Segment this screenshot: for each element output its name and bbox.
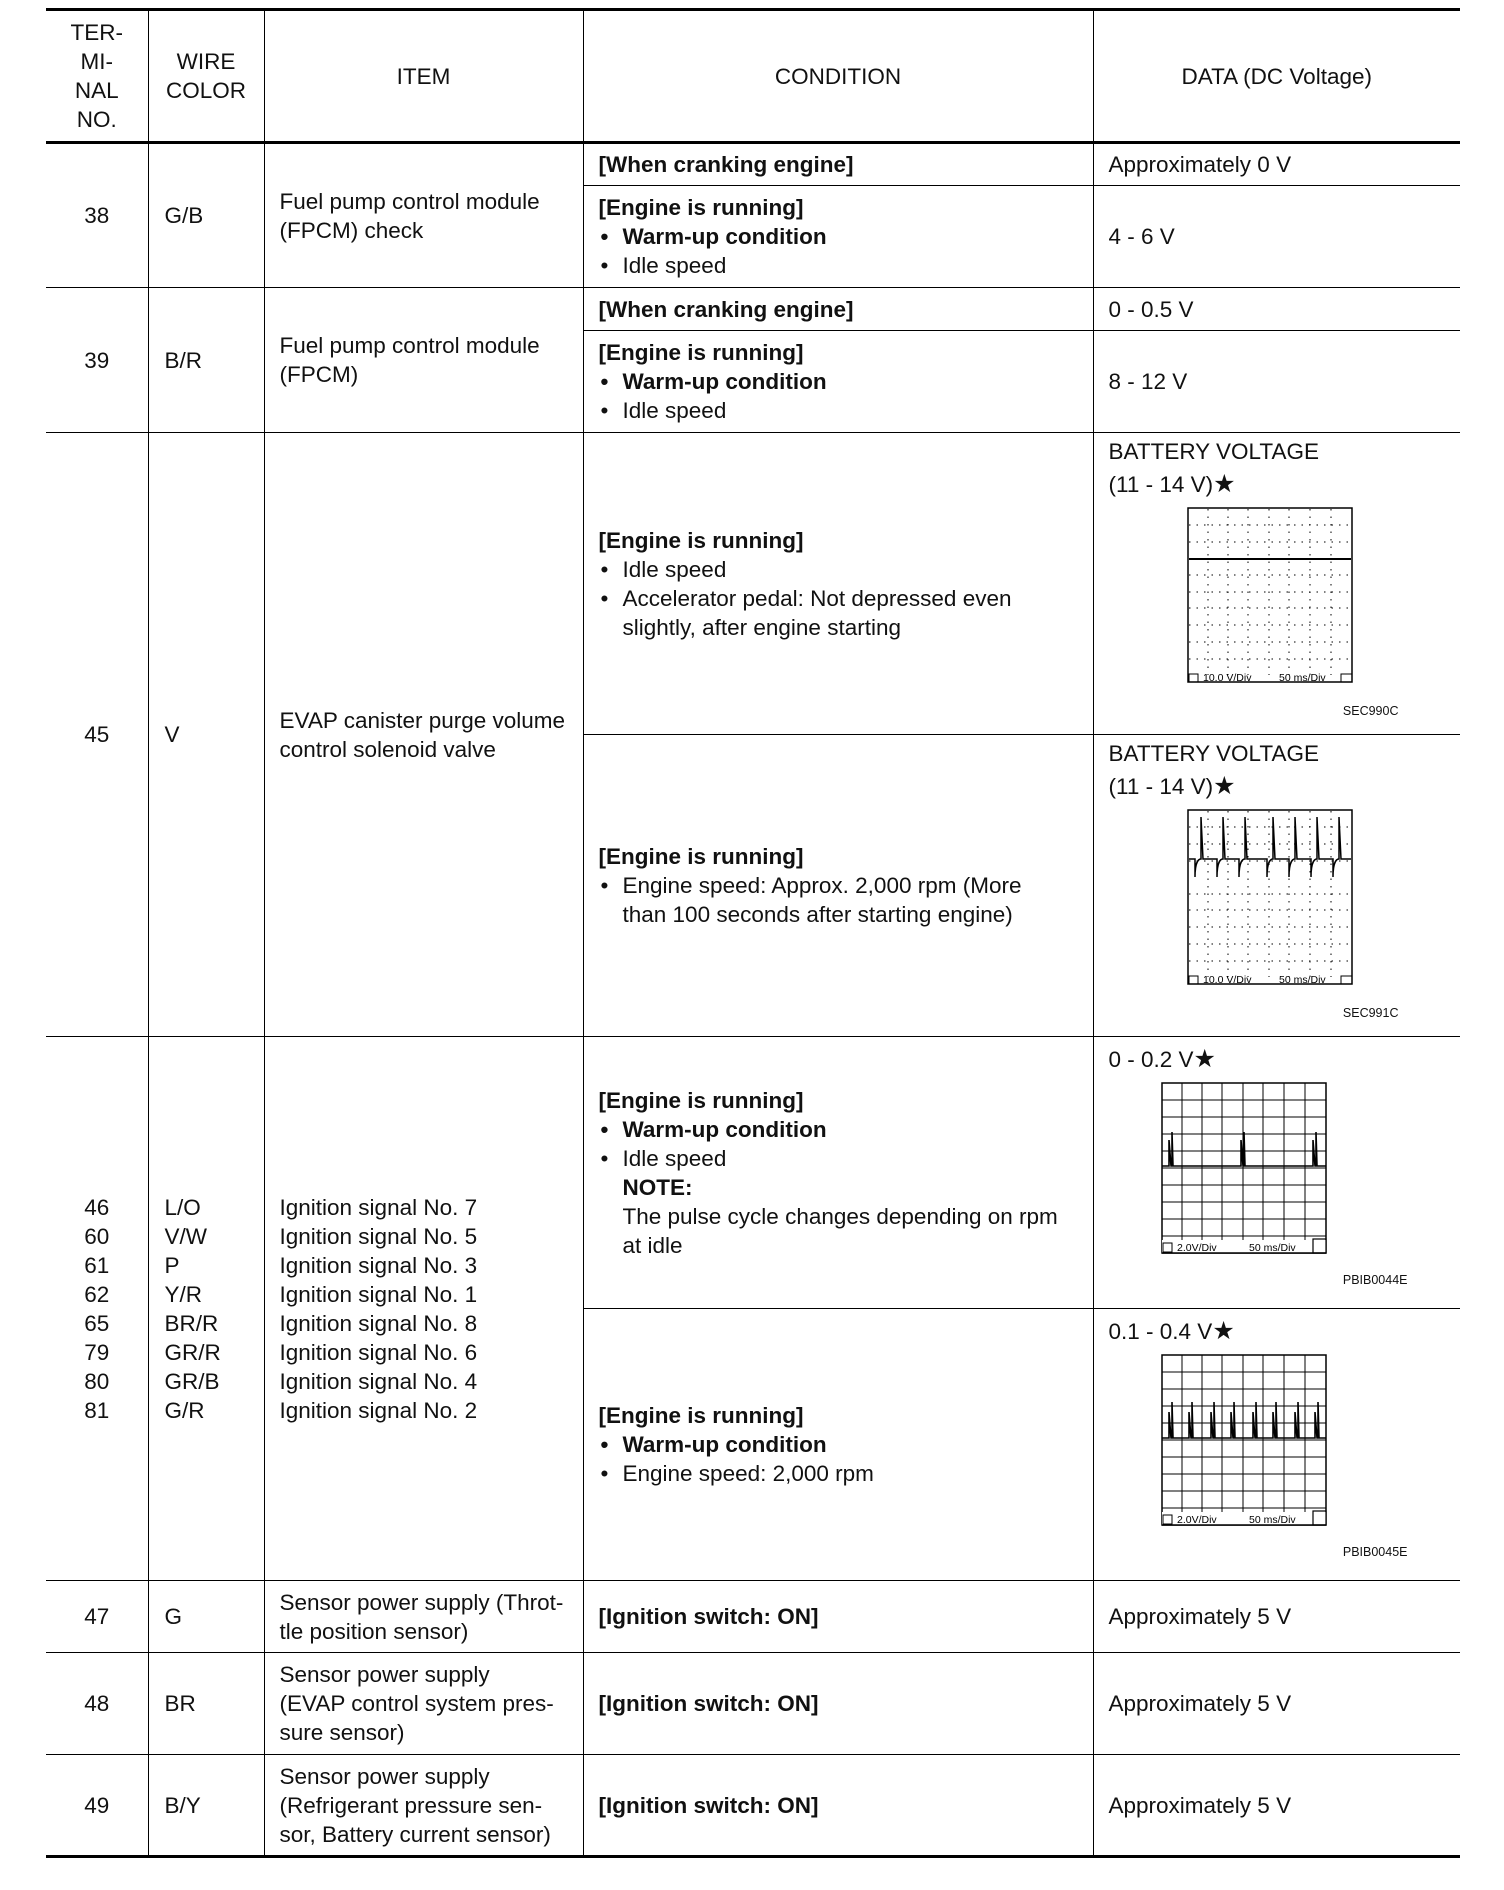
wire-color-cell — [148, 1037, 264, 1581]
condition-bullet: • Idle speed — [599, 555, 1083, 584]
condition-cell: [When cranking engine] — [583, 143, 1093, 186]
data-value-line: BATTERY VOLTAGE — [1108, 439, 1319, 464]
data-cell — [1093, 1037, 1460, 1309]
data-cell — [1093, 433, 1460, 735]
terminal-number: 60 — [84, 1223, 110, 1249]
oscilloscope-figure — [1187, 507, 1451, 726]
condition-cell — [583, 331, 1093, 433]
oscilloscope-waveform-flat — [1187, 507, 1353, 693]
figure-id: PBIB0045E — [1342, 1545, 1408, 1559]
item-cell — [264, 433, 583, 1037]
condition-cell: [Ignition switch: ON] — [583, 1653, 1093, 1755]
item-line: (FPCM) check — [279, 217, 424, 243]
wire-color-cell: V — [148, 433, 264, 1037]
terminal-cell: 39 — [46, 288, 148, 433]
condition-bullet-line: than 100 seconds after starting engine) — [622, 902, 1013, 927]
terminal-cell — [46, 1037, 148, 1581]
osc-time-label: 50 ms/Div — [1278, 672, 1326, 684]
oscilloscope-grid-spikes-2000rpm — [1161, 1354, 1327, 1534]
data-cell: 8 - 12 V — [1093, 331, 1460, 433]
table-row — [46, 1653, 1460, 1755]
condition-bullet-line: • Engine speed: Approx. 2,000 rpm (More — [622, 873, 1022, 898]
condition-title: [Engine is running] — [598, 1087, 804, 1113]
terminal-number: 46 — [84, 1194, 110, 1220]
data-cell — [1093, 1309, 1460, 1581]
star-icon: ★ — [1213, 772, 1236, 800]
condition-cell — [583, 735, 1093, 1037]
data-cell: Approximately 0 V — [1093, 143, 1460, 186]
condition-bullet-line: • Accelerator pedal: Not depressed even — [622, 585, 1012, 611]
condition-bullet: • Idle speed — [599, 1144, 1083, 1173]
terminal-number: 65 — [84, 1310, 110, 1336]
header-data: DATA (DC Voltage) — [1093, 10, 1460, 143]
item-line: sure sensor) — [279, 1720, 405, 1745]
condition-cell: [Ignition switch: ON] — [583, 1581, 1093, 1653]
osc-scale-label: 2.0V/Div — [1176, 1242, 1217, 1254]
item-cell — [264, 1653, 583, 1755]
condition-bullet: • Idle speed — [599, 396, 1083, 425]
data-value-line: 0.1 - 0.4 V — [1108, 1319, 1213, 1344]
item-line: Ignition signal No. 3 — [279, 1252, 478, 1278]
wire-color: BR/R — [164, 1310, 219, 1336]
item-cell — [264, 288, 583, 433]
condition-list — [599, 1430, 1083, 1488]
item-line: Ignition signal No. 4 — [279, 1368, 478, 1394]
condition-cell: [When cranking engine] — [583, 288, 1093, 331]
condition-title: [Engine is running] — [598, 1403, 804, 1428]
wire-color-cell: G/B — [148, 143, 264, 288]
condition-title: [Engine is running] — [598, 527, 804, 553]
item-cell — [264, 143, 583, 288]
terminal-cell: 49 — [46, 1755, 148, 1857]
condition-title: [Engine is running] — [598, 844, 804, 869]
condition-bullet: • Warm-up condition — [599, 222, 1083, 251]
table-row — [46, 1581, 1460, 1653]
osc-scale-label: 2.0V/Div — [1176, 1514, 1217, 1526]
item-line: (FPCM) — [279, 362, 359, 387]
item-line: control solenoid valve — [279, 736, 496, 762]
data-cell: Approximately 5 V — [1093, 1755, 1460, 1857]
oscilloscope-figure — [1187, 809, 1451, 1028]
header-terminal-line: NO. — [76, 107, 117, 132]
wire-color: L/O — [164, 1194, 201, 1220]
item-cell — [264, 1581, 583, 1653]
header-wire-line: WIRE — [176, 49, 236, 74]
terminal-cell: 45 — [46, 433, 148, 1037]
condition-bullet — [599, 584, 1083, 642]
header-wire-line: COLOR — [165, 78, 246, 103]
oscilloscope-figure — [1161, 1082, 1451, 1295]
condition-cell — [583, 1309, 1093, 1581]
condition-bullet: • Warm-up condition — [599, 1115, 1083, 1144]
table-row — [46, 1037, 1460, 1309]
condition-cell — [583, 186, 1093, 288]
condition-bullet: • Warm-up condition — [599, 1430, 1083, 1459]
item-line: Ignition signal No. 6 — [279, 1339, 478, 1365]
condition-list — [599, 1115, 1083, 1173]
item-line: Ignition signal No. 7 — [279, 1194, 478, 1220]
table-row — [46, 1755, 1460, 1857]
wire-color-cell: G — [148, 1581, 264, 1653]
item-line: Ignition signal No. 8 — [279, 1310, 478, 1336]
star-icon: ★ — [1212, 1317, 1235, 1345]
condition-cell — [583, 1037, 1093, 1309]
terminal-number: 81 — [84, 1397, 110, 1423]
table-header-row — [46, 10, 1460, 143]
wire-color: G/R — [164, 1397, 205, 1423]
star-icon: ★ — [1193, 1045, 1216, 1073]
osc-time-label: 50 ms/Div — [1248, 1514, 1296, 1526]
data-value-line: BATTERY VOLTAGE — [1108, 741, 1319, 766]
wire-color-cell: BR — [148, 1653, 264, 1755]
header-terminal-no — [46, 10, 148, 143]
terminal-cell: 48 — [46, 1653, 148, 1755]
oscilloscope-waveform-pulses — [1187, 809, 1353, 995]
item-line: Ignition signal No. 2 — [279, 1397, 478, 1423]
item-line: Sensor power supply — [279, 1662, 490, 1687]
terminal-cell: 38 — [46, 143, 148, 288]
figure-id: SEC991C — [1342, 1006, 1399, 1020]
header-condition: CONDITION — [583, 10, 1093, 143]
item-line: tle position sensor) — [279, 1618, 469, 1644]
wire-color-cell: B/R — [148, 288, 264, 433]
data-value-line: (11 - 14 V) — [1108, 472, 1214, 497]
condition-list — [599, 555, 1083, 642]
osc-scale-label: 10.0 V/Div — [1202, 974, 1251, 986]
wire-color: P — [164, 1252, 180, 1278]
item-line: Fuel pump control module — [279, 188, 540, 214]
data-cell: 0 - 0.5 V — [1093, 288, 1460, 331]
oscilloscope-figure — [1161, 1354, 1451, 1567]
condition-bullet: • Idle speed — [599, 251, 1083, 280]
item-line: EVAP canister purge volume — [279, 707, 566, 733]
condition-bullet: • Warm-up condition — [599, 367, 1083, 396]
table-row — [46, 288, 1460, 331]
osc-time-label: 50 ms/Div — [1278, 974, 1326, 986]
condition-cell: [Ignition switch: ON] — [583, 1755, 1093, 1857]
wire-color: GR/B — [164, 1368, 220, 1394]
note-text: The pulse cycle changes depending on rpm — [622, 1203, 1058, 1229]
figure-id: PBIB0044E — [1342, 1273, 1408, 1287]
item-line: Sensor power supply (Throt- — [279, 1589, 564, 1615]
condition-list — [599, 367, 1083, 425]
header-terminal-line: MI- — [80, 49, 113, 74]
condition-title: [Engine is running] — [598, 195, 804, 220]
item-cell — [264, 1037, 583, 1581]
data-cell — [1093, 735, 1460, 1037]
item-line: Sensor power supply — [279, 1763, 490, 1789]
data-value-line: (11 - 14 V) — [1108, 774, 1214, 799]
wire-color: Y/R — [164, 1281, 203, 1307]
data-cell: Approximately 5 V — [1093, 1581, 1460, 1653]
oscilloscope-grid-spikes-idle — [1161, 1082, 1327, 1262]
table-row — [46, 433, 1460, 735]
item-cell — [264, 1755, 583, 1857]
ecm-terminal-table — [46, 8, 1460, 1858]
condition-title: [Engine is running] — [598, 340, 804, 365]
terminal-data-table-page — [46, 8, 1460, 1858]
star-icon: ★ — [1213, 470, 1236, 498]
note-text: at idle — [622, 1232, 683, 1258]
wire-color: V/W — [164, 1223, 207, 1249]
condition-bullet — [599, 871, 1083, 929]
note-title: NOTE: — [622, 1174, 693, 1200]
wire-color-cell: B/Y — [148, 1755, 264, 1857]
data-cell: 4 - 6 V — [1093, 186, 1460, 288]
osc-time-label: 50 ms/Div — [1248, 1242, 1296, 1254]
condition-cell — [583, 433, 1093, 735]
figure-id: SEC990C — [1342, 704, 1399, 718]
header-item: ITEM — [264, 10, 583, 143]
item-line: Fuel pump control module — [279, 333, 540, 358]
header-wire-color — [148, 10, 264, 143]
item-line: (Refrigerant pressure sen- — [279, 1792, 543, 1818]
terminal-number: 61 — [84, 1252, 110, 1278]
terminal-number: 62 — [84, 1281, 110, 1307]
item-line: Ignition signal No. 5 — [279, 1223, 478, 1249]
terminal-cell: 47 — [46, 1581, 148, 1653]
data-value-line: 0 - 0.2 V — [1108, 1047, 1194, 1072]
osc-scale-label: 10.0 V/Div — [1202, 672, 1251, 684]
header-terminal-line: TER- — [70, 20, 123, 45]
data-cell: Approximately 5 V — [1093, 1653, 1460, 1755]
terminal-number: 79 — [84, 1339, 110, 1365]
condition-list — [599, 222, 1083, 280]
wire-color: GR/R — [164, 1339, 221, 1365]
item-line: sor, Battery current sensor) — [279, 1821, 551, 1847]
condition-bullet-line: slightly, after engine starting — [622, 614, 901, 640]
terminal-number: 80 — [84, 1368, 110, 1394]
item-line: (EVAP control system pres- — [279, 1691, 554, 1716]
condition-bullet: • Engine speed: 2,000 rpm — [599, 1459, 1083, 1488]
table-row — [46, 143, 1460, 186]
item-line: Ignition signal No. 1 — [279, 1281, 478, 1307]
header-terminal-line: NAL — [74, 78, 119, 103]
condition-list — [599, 871, 1083, 929]
